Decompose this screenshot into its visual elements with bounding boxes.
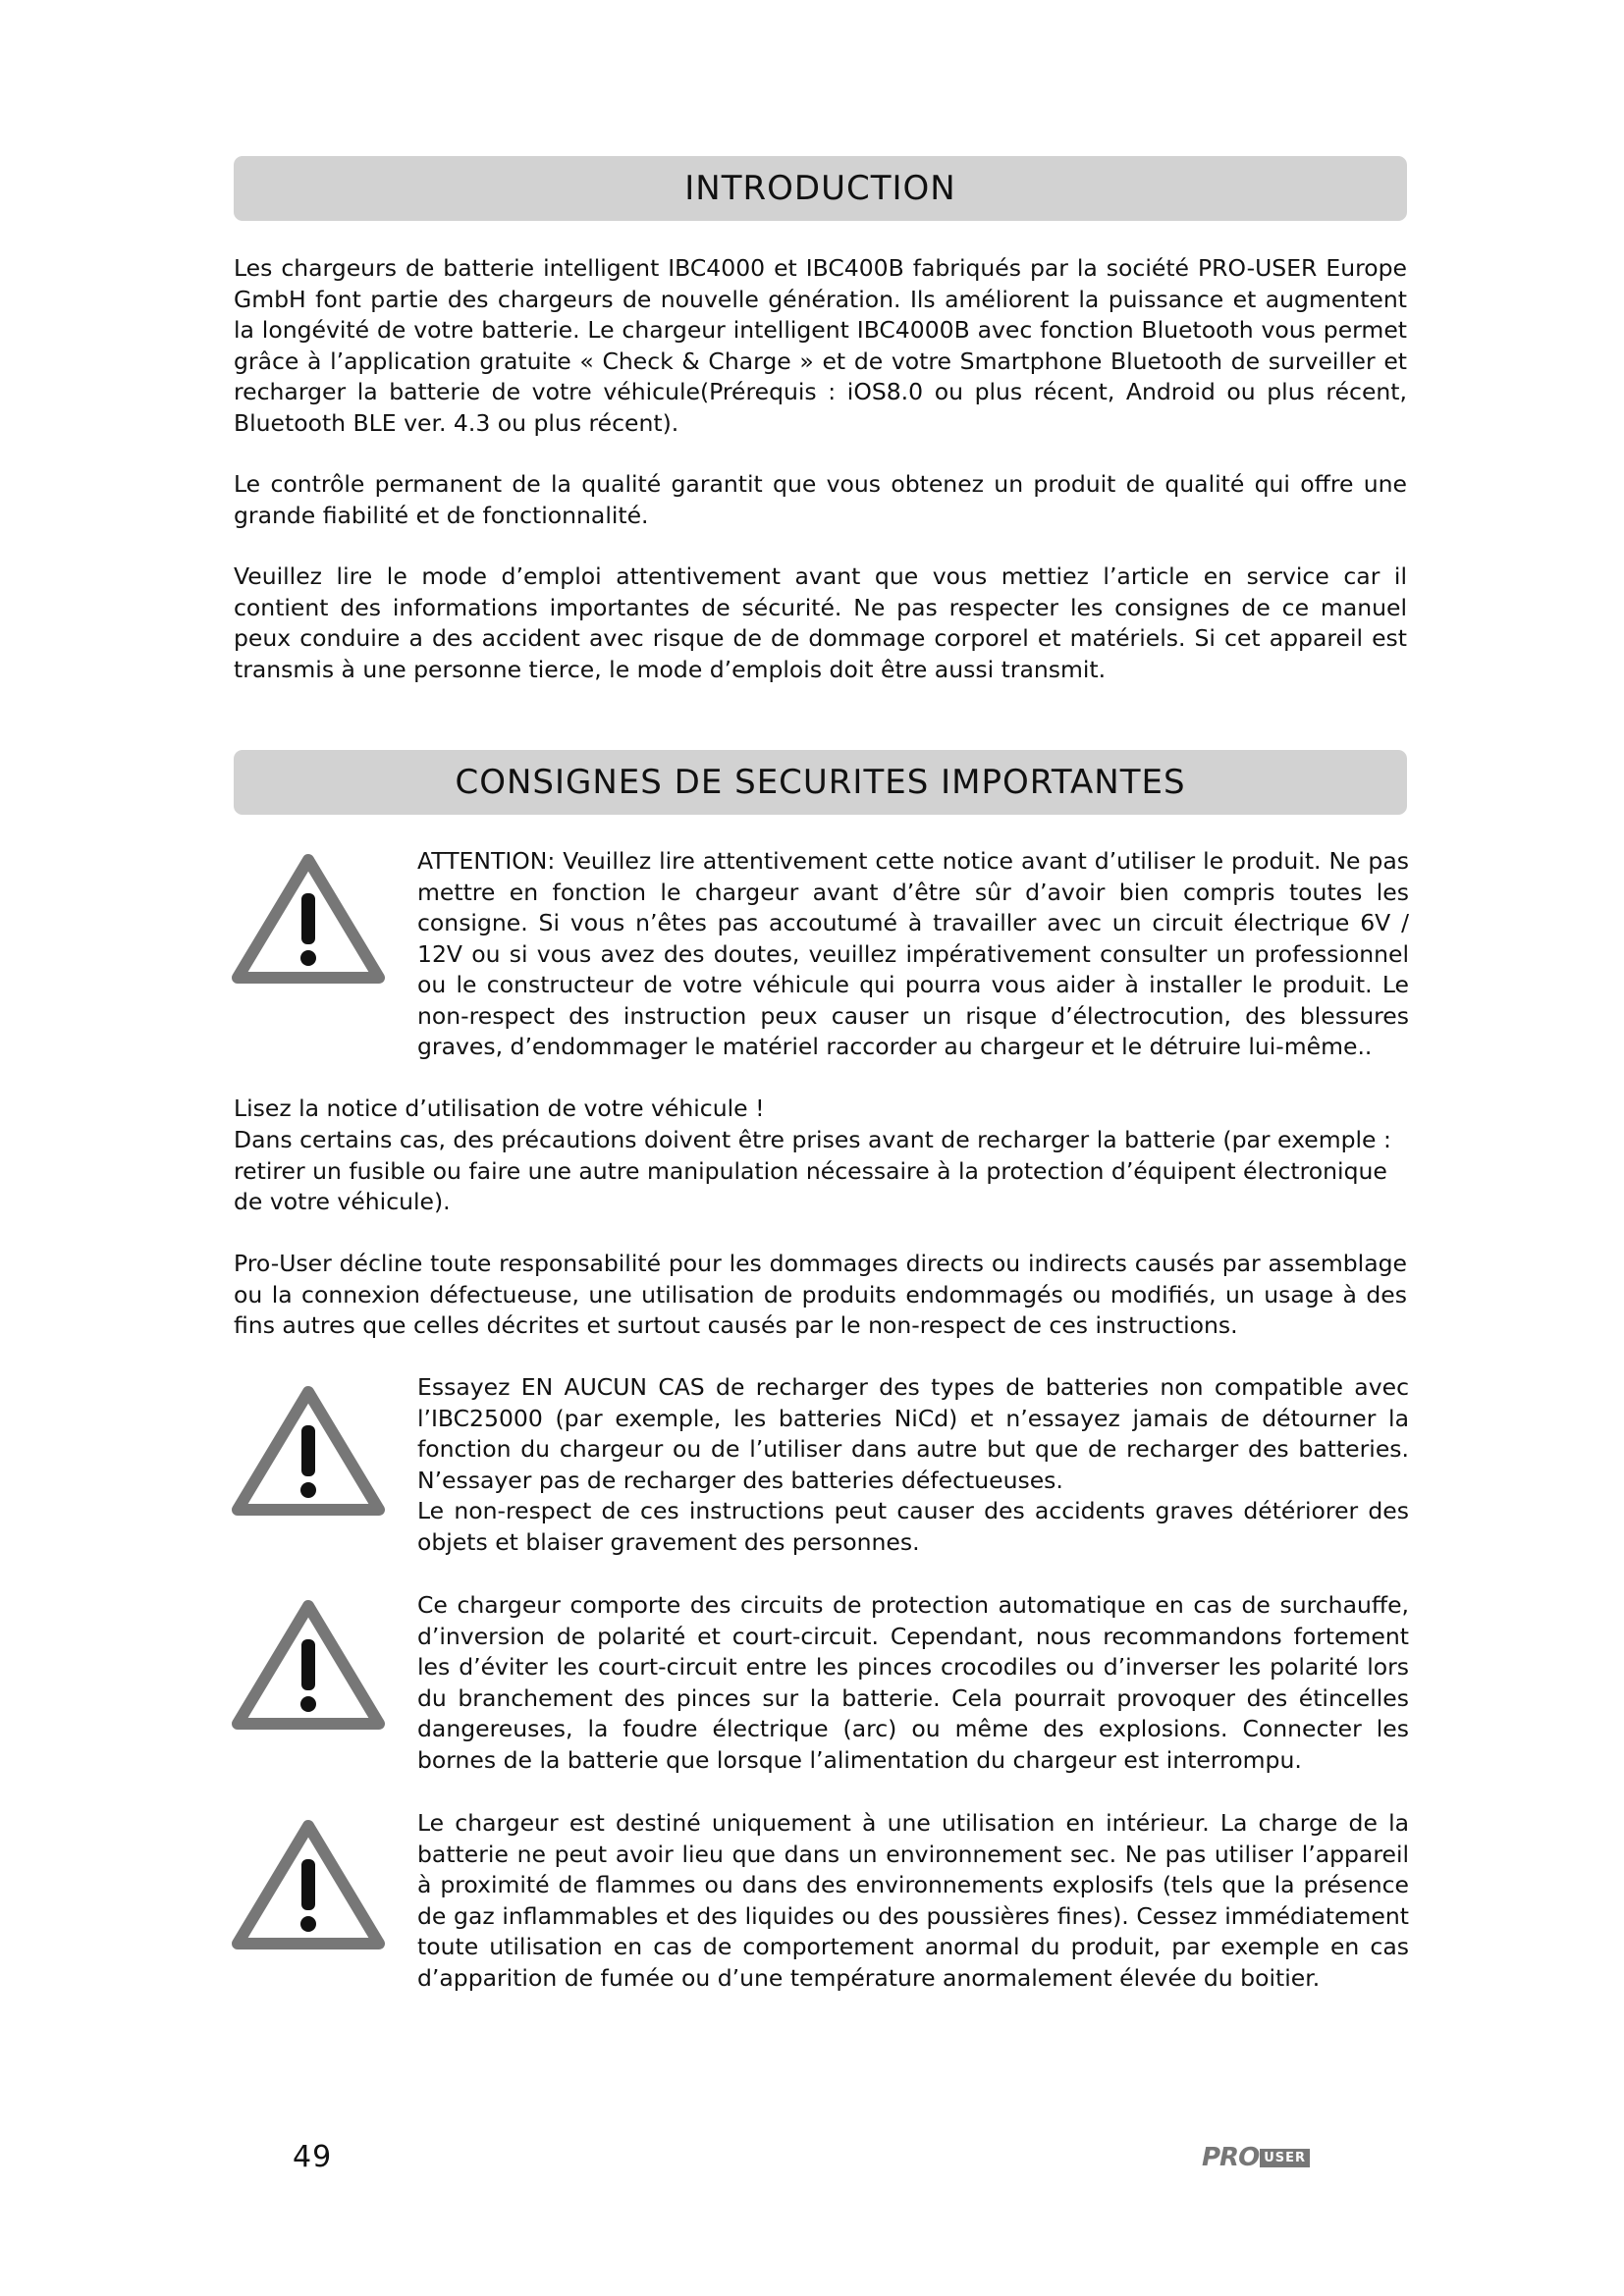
intro-paragraph-3: Veuillez lire le mode d’emploi attentivement avant que vous mettiez l’article en service car il contient des informations importantes de sécurité. Ne pas respecter les consignes de ce manuel peux conduire a des accident avec risque de de dommage corporel et matériels. Si cet appareil est transmis à une personne tierce, le mode d’emplois doit être aussi transmit.: [234, 562, 1407, 683]
disclaimer-paragraph: Pro-User décline toute responsabilité pour les dommages directs ou indirects causés par assemblage ou la connexion défectueuse, une utilisation de produits endommagés ou modifiés, un usage à des fins autres que celles décrites et surtout causés par le non-respect de ces instructions.: [234, 1250, 1407, 1339]
warning-text-4: Le chargeur est destiné uniquement à une utilisation en intérieur. La charge de la batterie ne peut avoir lieu que dans un environnement sec. Ne pas utiliser l’appareil à proximité de flammes ou dans des environnements explosifs (tels que la présence de gaz inflammables et des liquides ou des poussières fines). Cessez immédiatement toute utilisation en cas de comportement anormal du produit, par exemple en cas d’apparition de fumée ou d’une température anormalement élevée du boitier.: [417, 1809, 1409, 1992]
vehicle-notice-text: Dans certains cas, des précautions doivent être prises avant de recharger la batterie (par exemple : retirer un fusible ou faire une autre manipulation nécessaire à la protection d’équipent électronique de votre véhicule).: [234, 1126, 1391, 1215]
section-heading-introduction: INTRODUCTION: [234, 156, 1407, 221]
warning-text-2: Essayez EN AUCUN CAS de recharger des types de batteries non compatible avec l’IBC25000 (par exemple, les batteries NiCd) et n’essayez jamais de détourner la fonction du chargeur ou de l’utiliser dans autre but que de recharger des batteries. N’essayer pas de recharger des batteries défectueuses.: [417, 1373, 1409, 1494]
warning-triangle-icon: [232, 1818, 385, 1951]
page-number: 49: [293, 2140, 333, 2174]
warning-text-3: Ce chargeur comporte des circuits de protection automatique en cas de surchauffe, d’inversion de polarité et court-circuit. Cependant, nous recommandons fortement les d’éviter les court-circuit entre les pinces crocodiles ou d’inverser les polarité lors du branchement des pinces sur la batterie. Cela pourrait provoquer des étincelles dangereuses, la foudre électrique (arc) ou même des explosions. Connecter les bornes de la batterie que lorsque l’alimentation du chargeur est interrompu.: [417, 1591, 1409, 1774]
warning-text-2-consequence: Le non-respect de ces instructions peut causer des accidents graves détériorer des objets et blaiser gravement des personnes.: [417, 1497, 1409, 1556]
section-heading-safety: CONSIGNES DE SECURITES IMPORTANTES: [234, 750, 1407, 815]
vehicle-notice-heading: Lisez la notice d’utilisation de votre véhicule !: [234, 1095, 765, 1122]
intro-paragraph-2: Le contrôle permanent de la qualité garantit que vous obtenez un produit de qualité qui offre une grande fiabilité et de fonctionnalité.: [234, 470, 1407, 529]
logo-user-text: USER: [1260, 2149, 1310, 2167]
intro-paragraph-1: Les chargeurs de batterie intelligent IBC4000 et IBC400B fabriqués par la société PRO-USER Europe GmbH font partie des chargeurs de nouvelle génération. Ils améliorent la puissance et augmentent la longévité de votre batterie. Le chargeur intelligent IBC4000B avec fonction Bluetooth vous permet grâce à l’application gratuite « Check & Charge » et de votre Smartphone Bluetooth de surveiller et recharger la batterie de votre véhicule(Prérequis : iOS8.0 ou plus récent, Android ou plus récent, Bluetooth BLE ver. 4.3 ou plus récent).: [234, 254, 1407, 437]
logo-pro-text: PRO: [1202, 2143, 1260, 2172]
warning-triangle-icon: [232, 1598, 385, 1732]
warning-text-1: ATTENTION: Veuillez lire attentivement cette notice avant d’utiliser le produit. Ne pas mettre en fonction le chargeur avant d’être sûr d’avoir bien compris toutes les consigne. Si vous n’êtes pas accoutumé à travailler avec un circuit électrique 6V / 12V ou si vous avez des doutes, veuillez impérativement consulter un professionnel ou le constructeur de votre véhicule qui pourra vous aider à installer le produit. Le non-respect des instruction peux causer un risque d’électrocution, des blessures graves, d’endommager le matériel raccorder au chargeur et le détruire lui-même..: [417, 847, 1409, 1060]
warning-triangle-icon: [232, 852, 385, 986]
warning-triangle-icon: [232, 1384, 385, 1518]
pro-user-logo: [1202, 2143, 1310, 2172]
